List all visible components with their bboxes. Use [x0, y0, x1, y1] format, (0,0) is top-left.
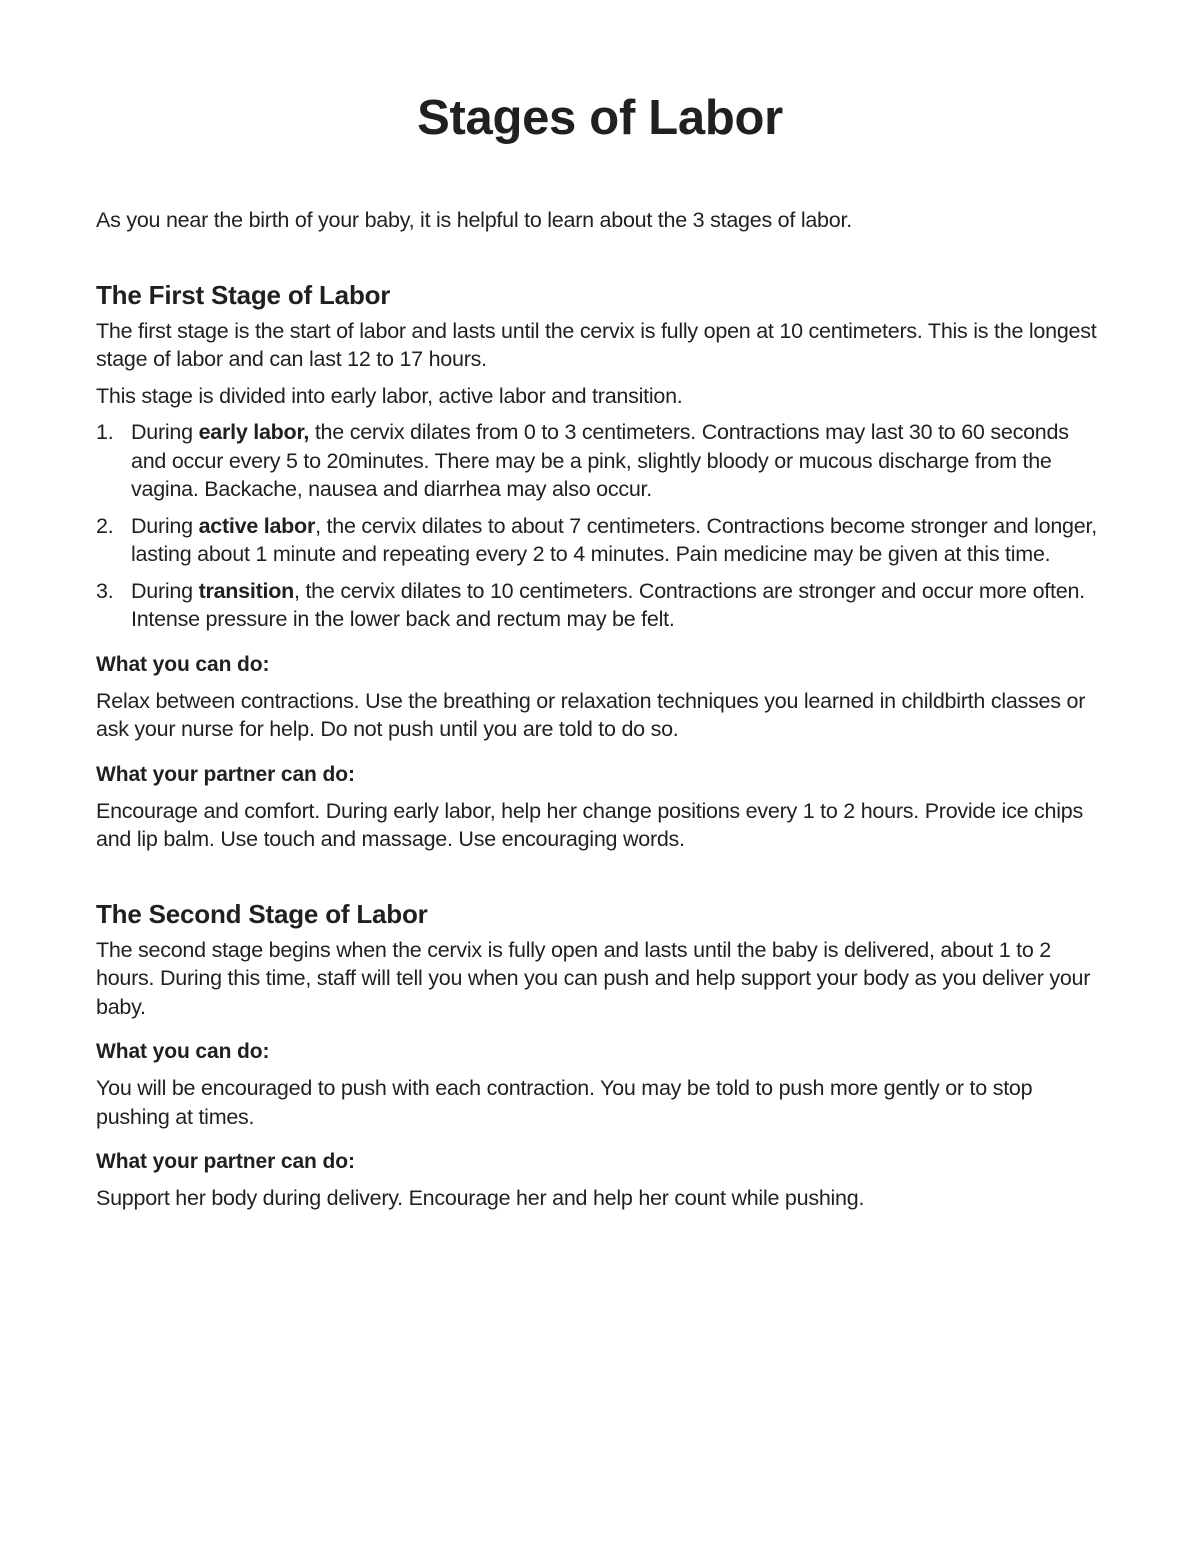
list-item-term: active labor	[198, 513, 316, 538]
list-item-text: , the cervix dilates to about 7 centimeters. Contractions become stronger and longer, lasting about 1 minute and repeating every 2 to 4 minutes. Pain medicine may be given at this time.	[131, 513, 1097, 566]
second-stage-heading: The Second Stage of Labor	[96, 898, 428, 929]
first-stage-substages-list	[96, 418, 1106, 634]
list-item-term: transition	[198, 578, 295, 603]
first-stage-heading: The First Stage of Labor	[96, 279, 391, 310]
second-stage-paragraph-1: The second stage begins when the cervix is fully open and lasts until the baby is delivered, about 1 to 2 hours. During this time, staff will tell you when you can push and help support your body as you deliver your baby.	[96, 937, 1091, 1019]
second-stage-partner-text: Support her body during delivery. Encourage her and help her count while pushing.	[96, 1186, 865, 1210]
list-item-term: early labor,	[198, 420, 310, 444]
list-item-transition	[96, 577, 1106, 634]
second-stage-you-text: You will be encouraged to push with each contraction. You may be told to push more gently or to stop pushing at times.	[96, 1076, 1033, 1129]
list-item-text: the cervix dilates from 0 to 3 centimeters. Contractions may last 30 to 60 seconds and occur every 5 to 20minutes. There may be a pink, slightly bloody or mucous discharge from the vagina. Backache, nausea and diarrhea may also occur.	[131, 420, 1069, 501]
list-item-active-labor	[96, 512, 1106, 569]
list-item-lead: During	[131, 513, 199, 538]
second-stage-section	[96, 898, 1106, 1213]
first-stage-paragraph-1: The first stage is the start of labor and lasts until the cervix is fully open at 10 centimeters. This is the longest stage of labor and can last 12 to 17 hours.	[96, 318, 1097, 371]
first-stage-you-text: Relax between contractions. Use the breathing or relaxation techniques you learned in childbirth classes or ask your nurse for help. Do not push until you are told to do so.	[96, 688, 1086, 741]
second-stage-partner-heading: What your partner can do:	[96, 1150, 355, 1173]
list-item-number: 2.	[96, 513, 114, 538]
first-stage-partner-text: Encourage and comfort. During early labor, help her change positions every 1 to 2 hours. Provide ice chips and lip balm. Use touch and massage. Use encouraging words.	[96, 798, 1083, 851]
first-stage-you-heading: What you can do:	[96, 652, 270, 676]
list-item-lead: During	[131, 578, 199, 603]
list-item-lead: During	[131, 420, 199, 444]
first-stage-partner-heading: What your partner can do:	[96, 762, 355, 786]
list-item-number: 1.	[96, 420, 114, 444]
list-item-text: , the cervix dilates to 10 centimeters. Contractions are stronger and occur more often. Intense pressure in the lower back and rectum may be felt.	[131, 578, 1085, 631]
document-title: Stages of Labor	[417, 91, 783, 145]
intro-paragraph: As you near the birth of your baby, it is helpful to learn about the 3 stages of labor.	[96, 208, 852, 232]
document-page	[96, 0, 1106, 1213]
list-item-number: 3.	[96, 578, 114, 603]
list-item-early-labor	[96, 418, 1106, 504]
second-stage-you-heading: What you can do:	[96, 1040, 270, 1063]
first-stage-section	[96, 279, 1106, 854]
first-stage-paragraph-2: This stage is divided into early labor, active labor and transition.	[96, 383, 683, 408]
